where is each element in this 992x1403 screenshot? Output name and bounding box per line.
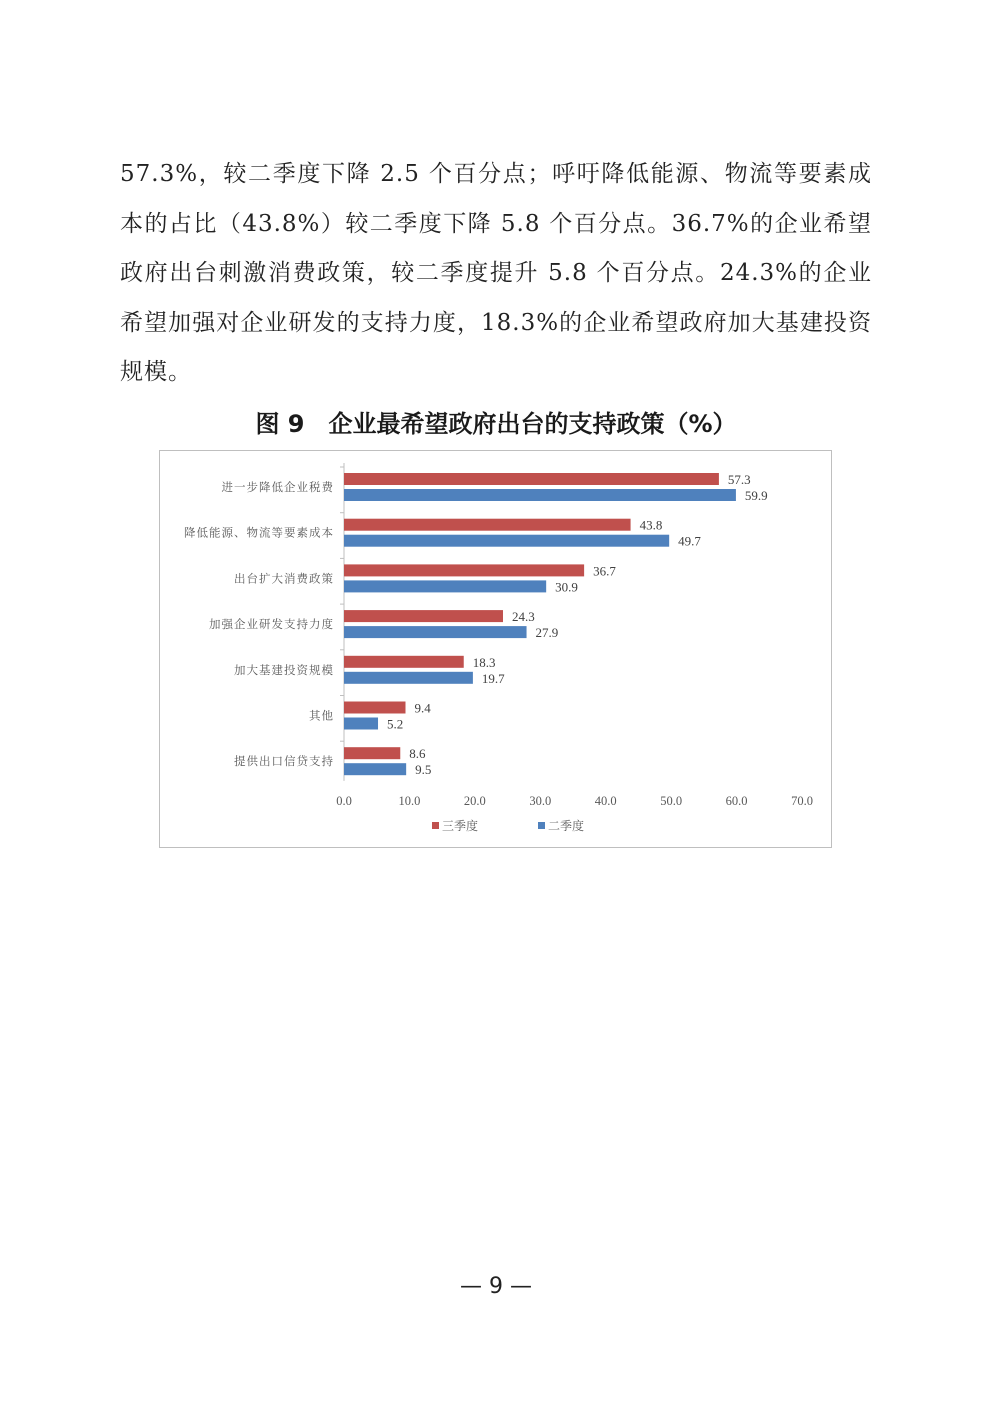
legend-label: 二季度 [548,819,585,833]
category-label: 其他 [309,708,334,723]
x-tick-label: 50.0 [660,794,683,808]
x-tick-label: 20.0 [463,794,486,808]
bar-q3 [344,747,400,759]
category-label: 进一步降低企业税费 [221,480,334,494]
data-label: 57.3 [727,472,751,487]
bar-q3 [344,610,503,622]
category-label: 提供出口信贷支持 [234,754,334,769]
data-label: 27.9 [535,625,559,641]
chart-svg [160,451,831,847]
bar-q2 [344,763,406,775]
bar-q2 [344,718,378,730]
data-label: 5.2 [387,716,404,732]
x-tick-label: 70.0 [791,794,813,808]
data-label: 19.7 [481,670,505,686]
bar-q3 [344,564,584,576]
x-tick-label: 10.0 [398,794,421,808]
category-label: 出台扩大消费政策 [234,571,334,586]
category-label: 加强企业研发支持力度 [209,617,334,632]
x-tick-label: 60.0 [725,794,748,808]
bar-q2 [344,580,546,592]
data-label: 59.9 [744,488,768,503]
page-number: — 9 — [460,1274,532,1299]
data-label: 18.3 [472,654,496,670]
bar-q3 [344,656,464,668]
bar-chart [159,450,832,848]
bar-q3 [344,702,406,714]
data-label: 9.4 [414,700,431,716]
data-label: 49.7 [678,533,701,549]
data-label: 30.9 [555,579,578,595]
bar-q3 [344,519,631,531]
legend-label: 三季度 [442,819,479,833]
data-label: 8.6 [409,746,426,762]
bar-q2 [344,672,473,684]
bar-q3 [344,473,719,485]
category-label: 降低能源、物流等要素成本 [184,525,334,540]
x-tick-label: 30.0 [529,794,552,808]
body-paragraph: 57.3%，较二季度下降 2.5 个百分点；呼吁降低能源、物流等要素成本的占比（43.8%）较二季度下降 5.8 个百分点。36.7%的企业希望政府出台刺激消费政策，较二季度提升 5.8 个百分点。24.3%的企业希望加强对企业研发的支持力度，18.3%的企业希望政府加大基建投资规模。 [120,161,872,385]
data-label: 36.7 [593,563,616,579]
bar-q2 [344,535,669,547]
category-label: 加大基建投资规模 [234,662,334,677]
data-label: 43.8 [639,517,663,533]
bar-q2 [344,489,736,501]
x-tick-label: 0.0 [336,794,352,808]
legend-swatch-q3 [432,822,439,829]
data-label: 24.3 [511,609,535,625]
data-label: 9.5 [415,762,432,778]
legend-swatch-q2 [538,822,545,829]
bar-q2 [344,626,527,638]
x-tick-label: 40.0 [594,794,617,808]
figure-title: 图 9 企业最希望政府出台的支持政策（%） [255,410,737,438]
